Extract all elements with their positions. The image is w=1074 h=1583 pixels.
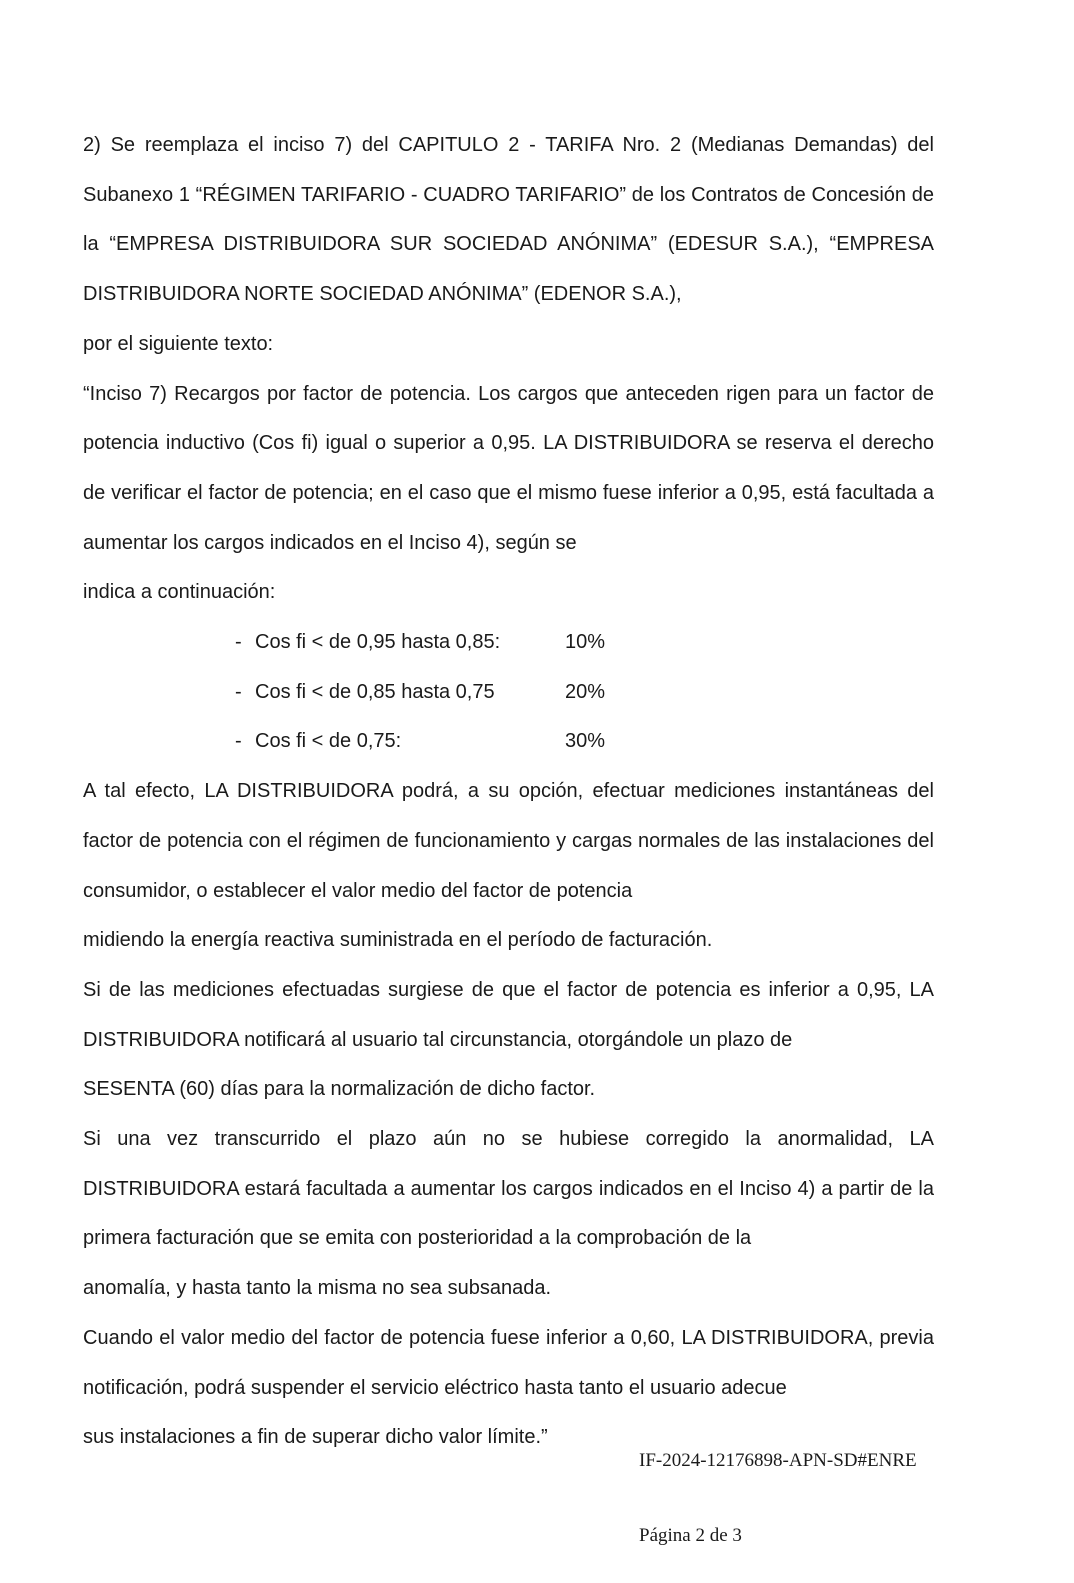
list-item xyxy=(83,717,934,767)
list-value: 10% xyxy=(565,631,606,654)
list-bullet: - xyxy=(235,730,242,753)
list-condition: Cos fi < de 0,75: xyxy=(255,730,402,753)
list-value: 20% xyxy=(565,680,606,703)
list-item xyxy=(83,618,934,668)
list-bullet: - xyxy=(235,680,242,703)
paragraph-reemplaza-inciso: 2) Se reemplaza el inciso 7) del CAPITULO 2 - TARIFA Nro. 2 (Medianas Demandas) del Subanexo 1 “RÉGIMEN TARIFARIO - CUADRO TARIFARIO” de los Contratos de Concesión de la “EMPRESA DISTRIBUIDORA SUR SOCIEDAD ANÓNIMA” (EDESUR S.A.), “EMPRESA DISTRIBUIDORA NORTE SOCIEDAD ANÓNIMA” (EDENOR S.A.), xyxy=(83,134,934,306)
paragraph-valor-medio: Cuando el valor medio del factor de potencia fuese inferior a 0,60, LA DISTRIBUIDORA, previa notificación, podrá suspender el servicio eléctrico hasta tanto el usuario adecue xyxy=(83,1326,934,1399)
document-body xyxy=(83,121,934,1463)
paragraph-valor-limite: sus instalaciones a fin de superar dicho valor límite.” xyxy=(83,1426,548,1449)
paragraph-transcurrido-plazo: Si una vez transcurrido el plazo aún no se hubiese corregido la anormalidad, LA DISTRIBUIDORA estará facultada a aumentar los cargos indicados en el Inciso 4) a partir de la primera facturación que se emita con posterioridad a la comprobación de la xyxy=(83,1128,934,1250)
paragraph-tal-efecto: A tal efecto, LA DISTRIBUIDORA podrá, a su opción, efectuar mediciones instantáneas del factor de potencia con el régimen de funcionamiento y cargas normales de las instalaciones del consumidor, o establecer el valor medio del factor de potencia xyxy=(83,780,934,902)
paragraph-energia-reactiva: midiendo la energía reactiva suministrada en el período de facturación. xyxy=(83,929,713,952)
paragraph-mediciones: Si de las mediciones efectuadas surgiese de que el factor de potencia es inferior a 0,95, LA DISTRIBUIDORA notificará al usuario tal circunstancia, otorgándole un plazo de xyxy=(83,978,934,1051)
paragraph-siguiente-texto: por el siguiente texto: xyxy=(83,332,274,355)
paragraph-sesenta-dias: SESENTA (60) días para la normalización de dicho factor. xyxy=(83,1078,596,1101)
document-id: IF-2024-12176898-APN-SD#ENRE xyxy=(639,1450,917,1471)
list-item xyxy=(83,668,934,718)
paragraph-inciso-7: “Inciso 7) Recargos por factor de potencia. Los cargos que anteceden rigen para un factor de potencia inductivo (Cos fi) igual o superior a 0,95. LA DISTRIBUIDORA se reserva el derecho de verificar el factor de potencia; en el caso que el mismo fuese inferior a 0,95, está facultada a aumentar los cargos indicados en el Inciso 4), según se xyxy=(83,382,934,554)
list-condition: Cos fi < de 0,95 hasta 0,85: xyxy=(255,631,501,654)
recargo-list xyxy=(83,618,934,767)
list-condition: Cos fi < de 0,85 hasta 0,75 xyxy=(255,680,495,703)
list-value: 30% xyxy=(565,730,606,753)
paragraph-continuacion: indica a continuación: xyxy=(83,581,276,604)
page-number: Página 2 de 3 xyxy=(639,1525,742,1546)
list-bullet: - xyxy=(235,631,242,654)
paragraph-anomalia: anomalía, y hasta tanto la misma no sea subsanada. xyxy=(83,1277,552,1300)
